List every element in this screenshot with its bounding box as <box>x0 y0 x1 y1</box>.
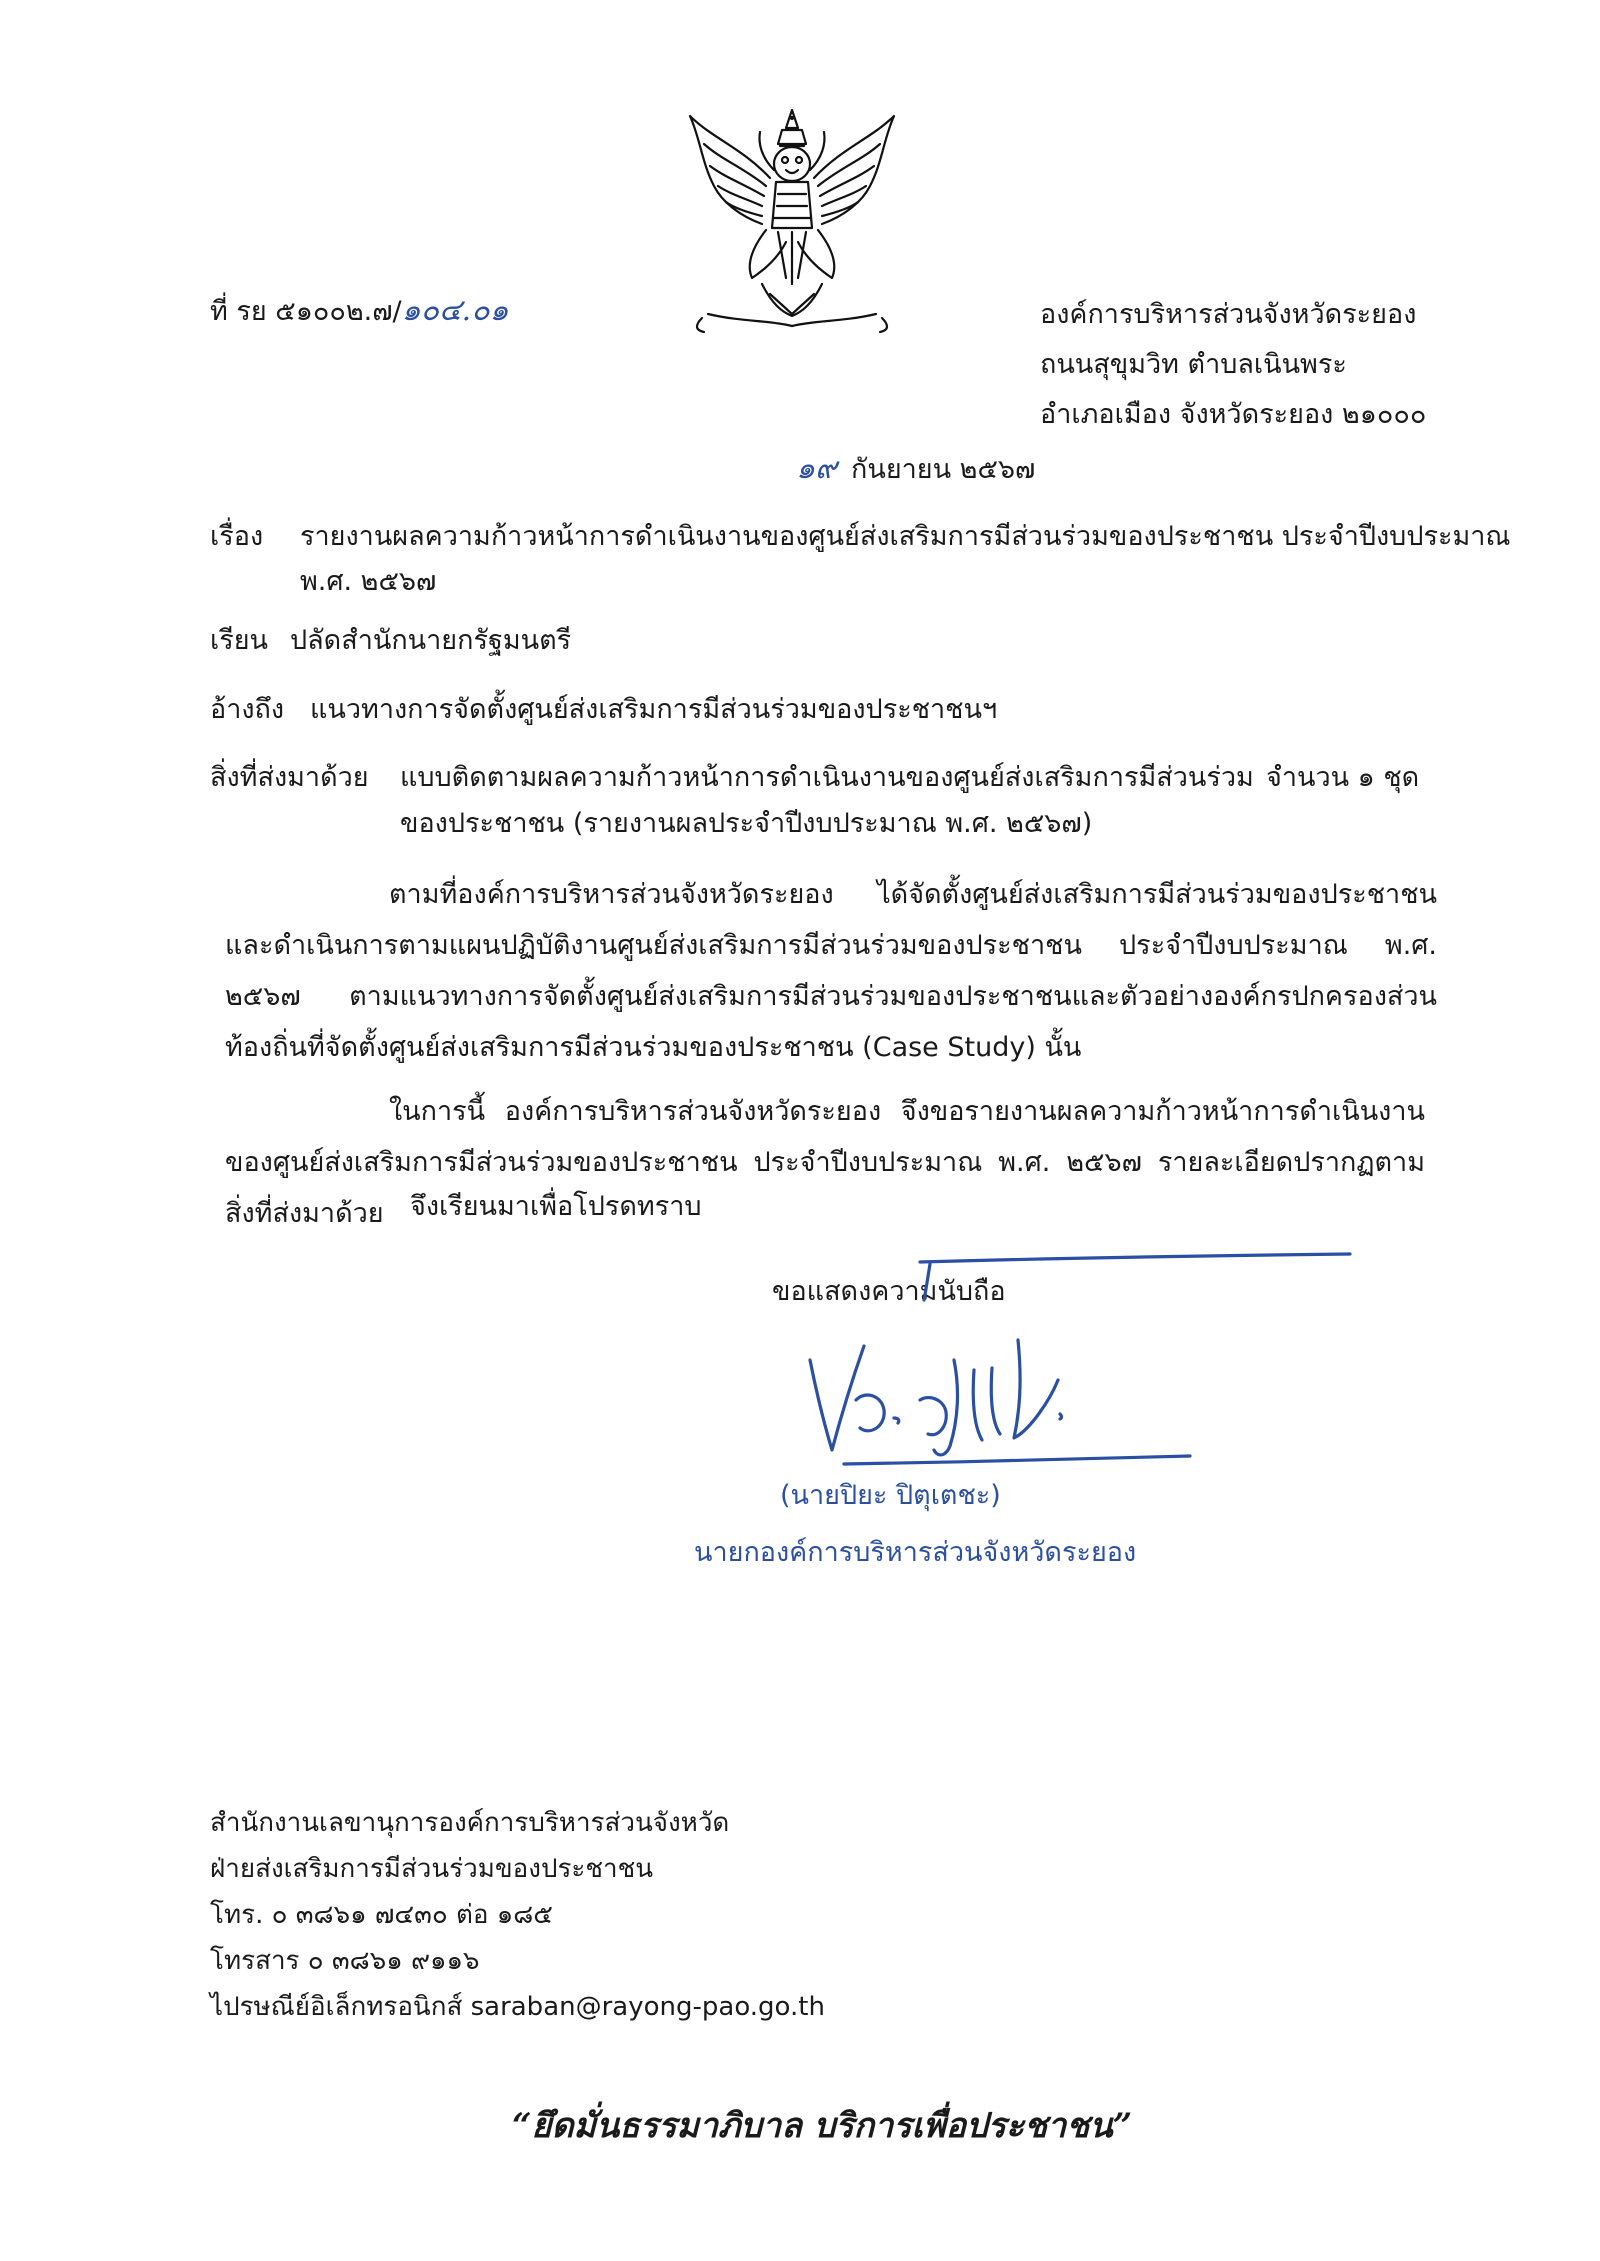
subject-text: รายงานผลความก้าวหน้าการดำเนินงานของศูนย์ส่งเสริมการมีส่วนร่วมของประชาชน ประจำปีงบประมาณ <box>300 521 1511 552</box>
motto: “ยึดมั่นธรรมาภิบาล บริการเพื่อประชาชน” <box>512 2106 1133 2146</box>
footer-email: ไปรษณีย์อิเล็กทรอนิกส์ saraban@rayong-pao.go.th <box>210 1992 825 2022</box>
closing-salutation: ขอแสดงความนับถือ <box>772 1276 1006 1307</box>
reference-line <box>210 696 997 723</box>
footer-division: ฝ่ายส่งเสริมการมีส่วนร่วมของประชาชน <box>210 1854 654 1884</box>
addressee-line <box>210 627 571 654</box>
enclosure-label: สิ่งที่ส่งมาด้วย <box>210 762 369 793</box>
footer-phone: โทร. ๐ ๓๘๖๑ ๗๔๓๐ ต่อ ๑๘๕ <box>210 1900 553 1930</box>
enclosure-quantity: จำนวน ๑ ชุด <box>1266 762 1420 793</box>
addressee-label: เรียน <box>210 625 269 656</box>
footer-office: สำนักงานเลขานุการองค์การบริหารส่วนจังหวัด <box>210 1808 730 1838</box>
date-month-year: กันยายน ๒๕๖๗ <box>851 454 1036 485</box>
enclosure-line <box>210 764 1254 791</box>
reference-label: อ้างถึง <box>210 694 285 725</box>
sender-address-line: องค์การบริหารส่วนจังหวัดระยอง <box>1040 299 1417 330</box>
reference-prefix: ที่ รย ๕๑๐๐๒.๗/ <box>210 296 402 327</box>
contact-footer <box>210 1800 825 2030</box>
garuda-emblem-icon <box>682 108 902 336</box>
signer-name: (นายปิยะ ปิตุเตชะ) <box>780 1480 1001 1511</box>
subject-line-2: พ.ศ. ๒๕๖๗ <box>300 566 437 597</box>
subject-label: เรื่อง <box>210 521 264 552</box>
enclosure-text: แบบติดตามผลความก้าวหน้าการดำเนินงานของศูนย์ส่งเสริมการมีส่วนร่วม <box>400 762 1254 793</box>
letter-date <box>796 451 1036 486</box>
footer-fax: โทรสาร ๐ ๓๘๖๑ ๙๑๑๖ <box>210 1946 480 1976</box>
date-day-handwritten: ๑๙ <box>796 451 838 486</box>
signer-position: นายกองค์การบริหารส่วนจังหวัดระยอง <box>694 1537 1137 1568</box>
reference-value: แนวทางการจัดตั้งศูนย์ส่งเสริมการมีส่วนร่วมของประชาชนฯ <box>310 694 998 725</box>
body-paragraph-2: ในการนี้ องค์การบริหารส่วนจังหวัดระยอง จึงขอรายงานผลความก้าวหน้าการดำเนินงานของศูนย์ส่งเสริมการมีส่วนร่วมของประชาชน ประจำปีงบประมาณ พ.ศ. ๒๕๖๗ รายละเอียดปรากฏตามสิ่งที่ส่งมาด้วย <box>225 1096 1425 1229</box>
addressee-value: ปลัดสำนักนายกรัฐมนตรี <box>290 625 572 656</box>
signature-image <box>760 1250 1360 1570</box>
reference-handwritten-number: ๑๐๔.๐๑ <box>401 293 509 328</box>
subject-line <box>210 523 1510 550</box>
body-paragraph-1: ตามที่องค์การบริหารส่วนจังหวัดระยอง ได้จัดตั้งศูนย์ส่งเสริมการมีส่วนร่วมของประชาชนและดำเนินการตามแผนปฏิบัติงานศูนย์ส่งเสริมการมีส่วนร่วมของประชาชน ประจำปีงบประมาณ พ.ศ. ๒๕๖๗ ตามแนวทางการจัดตั้งศูนย์ส่งเสริมการมีส่วนร่วมของประชาชนและตัวอย่างองค์กรปกครองส่วนท้องถิ่นที่จัดตั้งศูนย์ส่งเสริมการมีส่วนร่วมของประชาชน (Case Study) นั้น <box>225 879 1437 1063</box>
enclosure-line-2: ของประชาชน (รายงานผลประจำปีงบประมาณ พ.ศ. ๒๕๖๗) <box>400 808 1093 839</box>
sender-address-line: อำเภอเมือง จังหวัดระยอง ๒๑๐๐๐ <box>1040 399 1427 430</box>
closing-request: จึงเรียนมาเพื่อโปรดทราบ <box>410 1191 702 1222</box>
letter-reference <box>210 293 509 328</box>
sender-address <box>1040 290 1426 440</box>
sender-address-line: ถนนสุขุมวิท ตำบลเนินพระ <box>1040 349 1347 380</box>
